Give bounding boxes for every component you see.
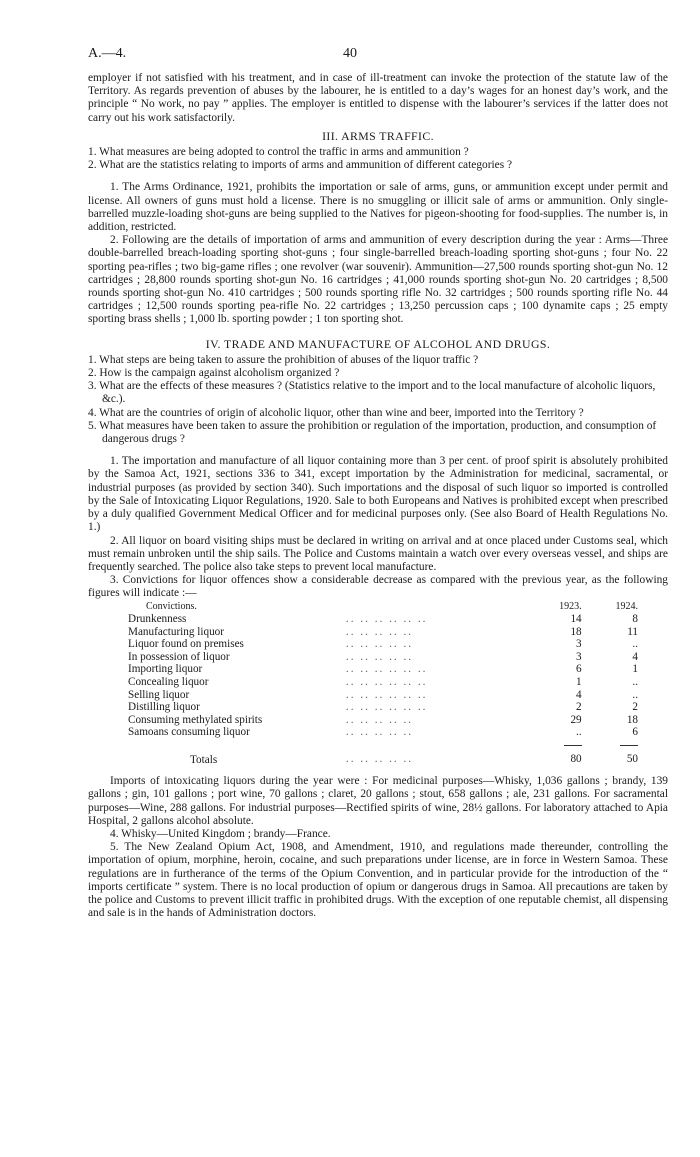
row-label: Manufacturing liquor: [128, 625, 225, 638]
totals-row: [128, 752, 638, 767]
table-header-1923: 1923.: [559, 600, 582, 612]
total-rule: [620, 745, 638, 746]
row-value-1924: ..: [632, 638, 638, 651]
row-value-1923: 3: [576, 638, 582, 651]
row-value-1923: 4: [576, 688, 582, 701]
table-row: [128, 689, 638, 702]
row-value-1923: ..: [576, 726, 582, 739]
paragraph: 5. The New Zealand Opium Act, 1908, and Amendment, 1910, and regulations made thereunder, controlling the importation of opium, morphine, heroin, cocaine, and such preparations under license, are in force in Western Samoa. These regulations are in furtherance of the terms of the Opium Convention, and in particular provide for the introduction of the “ imports certificate ” system. There is no local production of opium or dangerous drugs in Samoa. All precautions are taken by the police and Customs to prevent illicit traffic in prohibited drugs. With the exception of one reputable chemist, all dispensing and sale is in the hands of Administration doctors.: [88, 841, 668, 920]
row-value-1923: 1: [576, 676, 582, 689]
row-leader: .. .. .. .. .. ..: [345, 676, 428, 689]
table-row: [128, 714, 638, 727]
row-leader: .. .. .. .. .. ..: [345, 613, 428, 626]
row-label: Drunkenness: [128, 613, 187, 626]
row-value-1924: 2: [632, 701, 638, 714]
paragraph: Imports of intoxicating liquors during the year were : For medicinal purposes—Whisky, 1,036 gallons ; brandy, 139 gallons ; gin, 101 gallons ; port wine, 70 gallons ; claret, 20 gallons ; stout, 658 gallons ; ale, 231 gallons. For sacramental purposes—Wine, 288 gallons. For industrial purposes—Rectified spirits of wine, 28½ gallons. For laboratory attached to Apia Hospital, 2 gallons alcohol absolute.: [88, 775, 668, 827]
page-body: [88, 72, 668, 920]
row-label: Importing liquor: [128, 663, 203, 676]
section-heading-arms-traffic: III. ARMS TRAFFIC.: [322, 128, 434, 143]
page-number: 40: [343, 46, 357, 61]
totals-label: Totals: [190, 753, 218, 766]
row-value-1923: 29: [570, 713, 582, 726]
row-label: Liquor found on premises: [128, 638, 244, 651]
question: 3. What are the effects of these measures ? (Statistics relative to the import and to the local manufacture of alcoholic liquors, &c.).: [88, 380, 656, 406]
table-row: [128, 613, 638, 626]
intro-paragraph: employer if not satisfied with his treatment, and in case of ill-treatment can invoke the protection of the statute law of the Territory. As regards prevention of abuses by the labourer, he is entitled to a day’s wages for an honest day’s work, and the principle “ No work, no pay ” applies. The employer is entitled to dispense with the labourer’s services if the latter does not carry out his work satisfactorily.: [88, 72, 668, 124]
table-row: [128, 701, 638, 714]
row-value-1924: 11: [627, 625, 638, 638]
question: 1. What steps are being taken to assure the prohibition of abuses of the liquor traffic ?: [88, 353, 479, 366]
row-leader: .. .. .. .. .. ..: [345, 701, 428, 714]
paragraph: 2. Following are the details of importation of arms and ammunition of every description during the year : Arms—Three double-barrelled breach-loading sporting shot-guns ; four single-barrelled breach-loading sporting shot-guns ; four No. 22 sporting pea-rifles ; two big-game rifles ; one revolver (war souvenir). Ammunition—27,500 rounds sporting shot-gun No. 12 cartridges ; 28,800 rounds sporting shot-gun No. 16 cartridges ; 41,000 rounds sporting shot-gun No. 20 cartridges ; 8,500 rounds sporting shot-gun No. 410 cartridges ; 500 rounds sporting rifle No. 32 cartridges ; 500 rounds sporting rifle No. 44 cartridges ; 12,500 rounds sporting pea-rifle No. 22 cartridges ; 13,250 percussion caps ; 100 dynamite caps ; 25 empty sporting brass shells ; 1,000 lb. sporting powder ; 1 ton sporting shot.: [88, 234, 668, 326]
table-row: [128, 651, 638, 664]
row-label: In possession of liquor: [128, 650, 230, 663]
row-leader: .. .. .. .. ..: [345, 625, 414, 638]
question: 2. What are the statistics relating to imports of arms and ammunition of different categories ?: [88, 159, 513, 172]
table-header-row: [128, 601, 638, 614]
row-label: Distilling liquor: [128, 701, 200, 714]
row-value-1924: ..: [632, 676, 638, 689]
question: 5. What measures have been taken to assure the prohibition or regulation of the importation, production, and consumption of dangerous drugs ?: [88, 419, 657, 446]
row-value-1924: 6: [632, 726, 638, 739]
table-header-label: Convictions.: [146, 600, 197, 612]
paragraph: 3. Convictions for liquor offences show a considerable decrease as compared with the previous year, as the following figures will indicate :—: [88, 574, 668, 600]
row-leader: .. .. .. .. ..: [345, 638, 414, 651]
row-label: Consuming methylated spirits: [128, 713, 263, 726]
paragraph: 1. The Arms Ordinance, 1921, prohibits the importation or sale of arms, guns, or ammunition except under permit and license. All owners of guns must hold a license. There is no smuggling or illicit sale of arms or ammunition. Only single-barrelled muzzle-loading shot-guns are being supplied to the Natives for pigeon-shooting for food-supplies. The number is, in addition, restricted.: [88, 181, 668, 234]
table-row: [128, 726, 638, 739]
table-row: [128, 638, 638, 651]
row-value-1923: 6: [576, 663, 582, 676]
row-value-1923: 2: [576, 701, 582, 714]
table-row: [128, 663, 638, 676]
row-value-1924: ..: [632, 688, 638, 701]
paragraph: 4. Whisky—United Kingdom ; brandy—France.: [110, 828, 331, 841]
question: 2. How is the campaign against alcoholism organized ?: [88, 367, 340, 380]
paragraph: 2. All liquor on board visiting ships must be declared in writing on arrival and at once placed under Customs seal, which must remain unbroken until the ship sails. The Police and Customs maintain a watch over every overseas vessel, and ships are frequently searched. The police also take steps to prevent local manufacture.: [88, 534, 668, 573]
total-1923: 80: [570, 752, 582, 765]
row-leader: .. .. .. .. ..: [345, 650, 414, 663]
question: 4. What are the countries of origin of alcoholic liquor, other than wine and beer, imported into the Territory ?: [88, 406, 584, 419]
row-leader: .. .. .. .. ..: [345, 726, 414, 739]
row-value-1924: 1: [632, 663, 638, 676]
row-label: Samoans consuming liquor: [128, 726, 250, 739]
row-value-1923: 14: [570, 613, 582, 626]
row-value-1923: 18: [570, 625, 582, 638]
total-1924: 50: [626, 752, 638, 765]
convictions-table: [128, 601, 638, 767]
rule-row: [128, 739, 638, 752]
table-row: [128, 676, 638, 689]
total-rule: [564, 745, 582, 746]
row-value-1923: 3: [576, 650, 582, 663]
row-leader: .. .. .. .. .. ..: [345, 663, 428, 676]
row-value-1924: 4: [632, 650, 638, 663]
row-leader: .. .. .. .. .. ..: [345, 688, 428, 701]
row-value-1924: 18: [626, 713, 638, 726]
table-row: [128, 626, 638, 639]
table-header-1924: 1924.: [615, 600, 638, 612]
row-label: Selling liquor: [128, 688, 190, 701]
question: 1. What measures are being adopted to control the traffic in arms and ammunition ?: [88, 146, 469, 159]
section-heading-alcohol-drugs: IV. TRADE AND MANUFACTURE OF ALCOHOL AND DRUGS.: [205, 336, 551, 351]
paragraph: 1. The importation and manufacture of all liquor containing more than 3 per cent. of proof spirit is absolutely prohibited by the Samoa Act, 1921, sections 336 to 341, except importation by the Administration for medicinal, sacramental, or industrial purposes (as provided by section 340). Such importations and the disposal of such liquor so imported is controlled by the Sale of Intoxicating Liquor Regulations, 1920. Sale to both Europeans and Natives is prohibited except when prescribed by a duly qualified Government Medical Officer and for medicinal purposes only. (See also Board of Health Regulations No. 1.): [88, 455, 668, 534]
row-label: Concealing liquor: [128, 676, 209, 689]
totals-leader: .. .. .. .. ..: [345, 752, 414, 765]
row-value-1924: 8: [632, 613, 638, 626]
row-leader: .. .. .. .. ..: [345, 713, 414, 726]
document-reference: A.—4.: [88, 46, 127, 61]
